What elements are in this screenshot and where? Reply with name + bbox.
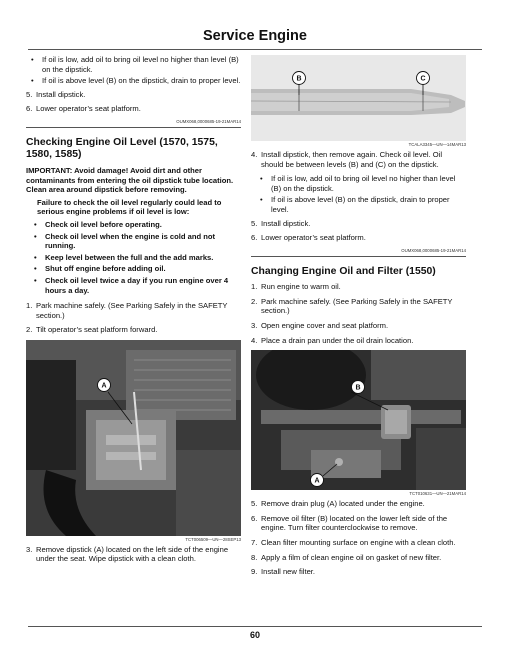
section-heading: Changing Engine Oil and Filter (1550) — [251, 265, 436, 277]
oil-filter-drain-photo — [251, 350, 466, 490]
list-item — [251, 150, 466, 169]
list-item — [251, 321, 466, 331]
callout-label-b: B — [296, 75, 302, 83]
step-text: Install new filter. — [261, 567, 316, 577]
step-list-4 — [251, 150, 466, 169]
list-item: • Check oil level twice a day if you run engine over 4 hours a day. — [29, 276, 241, 295]
step-text: Remove drain plug (A) located under the engine. — [261, 499, 425, 509]
step-text: Lower operator’s seat platform. — [261, 233, 366, 243]
list-item — [26, 301, 241, 320]
list-item: • If oil is above level (B) on the dipstick, drain to proper level. — [26, 76, 241, 86]
reference-code: OUMX068,0000685-19-21MAR14 — [176, 118, 241, 124]
step-number: 5. — [251, 218, 258, 228]
right-column — [251, 55, 466, 582]
list-item — [26, 104, 241, 114]
step-number: 1. — [251, 282, 258, 292]
list-item: • If oil is low, add oil to bring oil level no higher than level (B) on the dipstick. — [26, 55, 241, 74]
step-text: Apply a film of clean engine oil on gasket of new filter. — [261, 552, 442, 562]
list-item: • If oil is low, add oil to bring oil level no higher than level (B) on the dipstick. — [255, 174, 466, 193]
photo-reference: TCT006509—UN—28SEP13 — [185, 536, 241, 542]
important-text: Avoid damage! Avoid dirt and other contaminants from entering the oil dipstick tube location. Clean area around dipstick before removing. — [26, 165, 234, 195]
important-note — [26, 166, 241, 195]
engine-dipstick-photo — [26, 340, 241, 536]
step-text: Tilt operator’s seat platform forward. — [36, 325, 158, 335]
engine-compartment-image — [26, 340, 241, 536]
divider — [251, 256, 466, 257]
dipstick-image — [251, 55, 466, 141]
step-number: 7. — [251, 538, 258, 547]
callout-label-c: C — [420, 75, 426, 83]
step-number: 6. — [251, 233, 258, 243]
step-number: 8. — [251, 552, 258, 562]
list-item — [251, 282, 466, 292]
step-text: Install dipstick. — [261, 218, 311, 228]
step-text: Remove dipstick (A) located on the left side of the engine under the seat. Wipe dipstick with a clean cloth. — [36, 544, 229, 564]
step-number: 5. — [26, 89, 33, 99]
list-item — [26, 325, 241, 335]
callout-label-a: A — [314, 477, 320, 485]
list-item — [251, 336, 466, 346]
reference-code: OUMX068,0000685-19-21MAR14 — [401, 247, 466, 253]
filter-step-list — [251, 499, 466, 577]
step-number: 3. — [26, 544, 33, 554]
list-item: • Check oil level when the engine is cold and not running. — [29, 232, 241, 251]
list-item — [251, 553, 466, 563]
list-item — [251, 514, 466, 533]
step-number: 4. — [251, 335, 258, 345]
step-text: Run engine to warm oil. — [261, 282, 341, 292]
step-list — [26, 301, 241, 335]
step-number: 2. — [26, 325, 33, 335]
step-text: Park machine safely. (See Parking Safely in the SAFETY section.) — [36, 301, 228, 320]
callout-label-b: B — [355, 384, 361, 392]
important-note-body: Failure to check the oil level regularly could lead to serious engine problems if oil level is low: — [37, 197, 222, 217]
step-text: Install dipstick. — [36, 89, 86, 99]
list-item — [251, 538, 466, 548]
oil-level-bullet-list — [251, 174, 466, 214]
list-item — [251, 297, 466, 316]
step-text: Open engine cover and seat platform. — [261, 321, 389, 331]
step-list-continued — [26, 545, 241, 564]
list-item: • If oil is above level (B) on the dipstick, drain to proper level. — [255, 195, 466, 214]
list-item — [251, 233, 466, 243]
top-step-list — [26, 90, 241, 114]
page-title: Service Engine — [203, 28, 307, 44]
photo-reference: TCALA3345—UN—14MAR13 — [408, 142, 466, 147]
step-list-5-6 — [251, 219, 466, 243]
dipstick-closeup-photo — [251, 55, 466, 141]
step-text: Install dipstick, then remove again. Check oil level. Oil should be between levels (B) and (C) on the dipstick. — [261, 150, 443, 169]
callout-label-a: A — [101, 382, 107, 390]
important-bullet-list — [26, 220, 241, 295]
divider — [26, 127, 241, 128]
step-text: Remove oil filter (B) located on the lower left side of the engine. Turn filter counterclockwise to remove. — [261, 513, 448, 533]
step-number: 6. — [251, 513, 258, 523]
page-number: 60 — [249, 630, 260, 640]
title-rule — [28, 49, 482, 50]
list-item: • Check oil level before operating. — [29, 220, 241, 230]
step-number: 1. — [26, 301, 33, 311]
list-item — [26, 90, 241, 100]
step-number: 9. — [251, 567, 258, 577]
important-label: IMPORTANT: — [26, 165, 73, 175]
photo-reference: TCT010631—UN—21MAR14 — [409, 491, 466, 497]
section-heading: Checking Engine Oil Level (1570, 1575, 1580, 1585) — [26, 136, 218, 161]
step-text: Lower operator’s seat platform. — [36, 104, 141, 114]
step-text: Park machine safely. (See Parking Safely in the SAFETY section.) — [261, 296, 453, 316]
step-text: Place a drain pan under the oil drain location. — [261, 335, 414, 345]
step-number: 6. — [26, 104, 33, 114]
step-number: 2. — [251, 296, 258, 306]
list-item: • Keep level between the full and the add marks. — [29, 253, 241, 263]
step-number: 4. — [251, 150, 258, 159]
step-number: 3. — [251, 321, 258, 331]
step-text: Clean filter mounting surface on engine with a clean cloth. — [261, 538, 456, 547]
engine-underside-image — [251, 350, 466, 490]
list-item — [251, 499, 466, 509]
list-item: • Shut off engine before adding oil. — [29, 264, 241, 274]
list-item — [251, 219, 466, 229]
list-item — [251, 567, 466, 577]
left-column — [26, 55, 241, 569]
top-bullet-list — [26, 55, 241, 86]
footer-rule — [28, 626, 482, 627]
list-item — [26, 545, 241, 564]
change-oil-step-list — [251, 282, 466, 345]
step-number: 5. — [251, 499, 258, 509]
